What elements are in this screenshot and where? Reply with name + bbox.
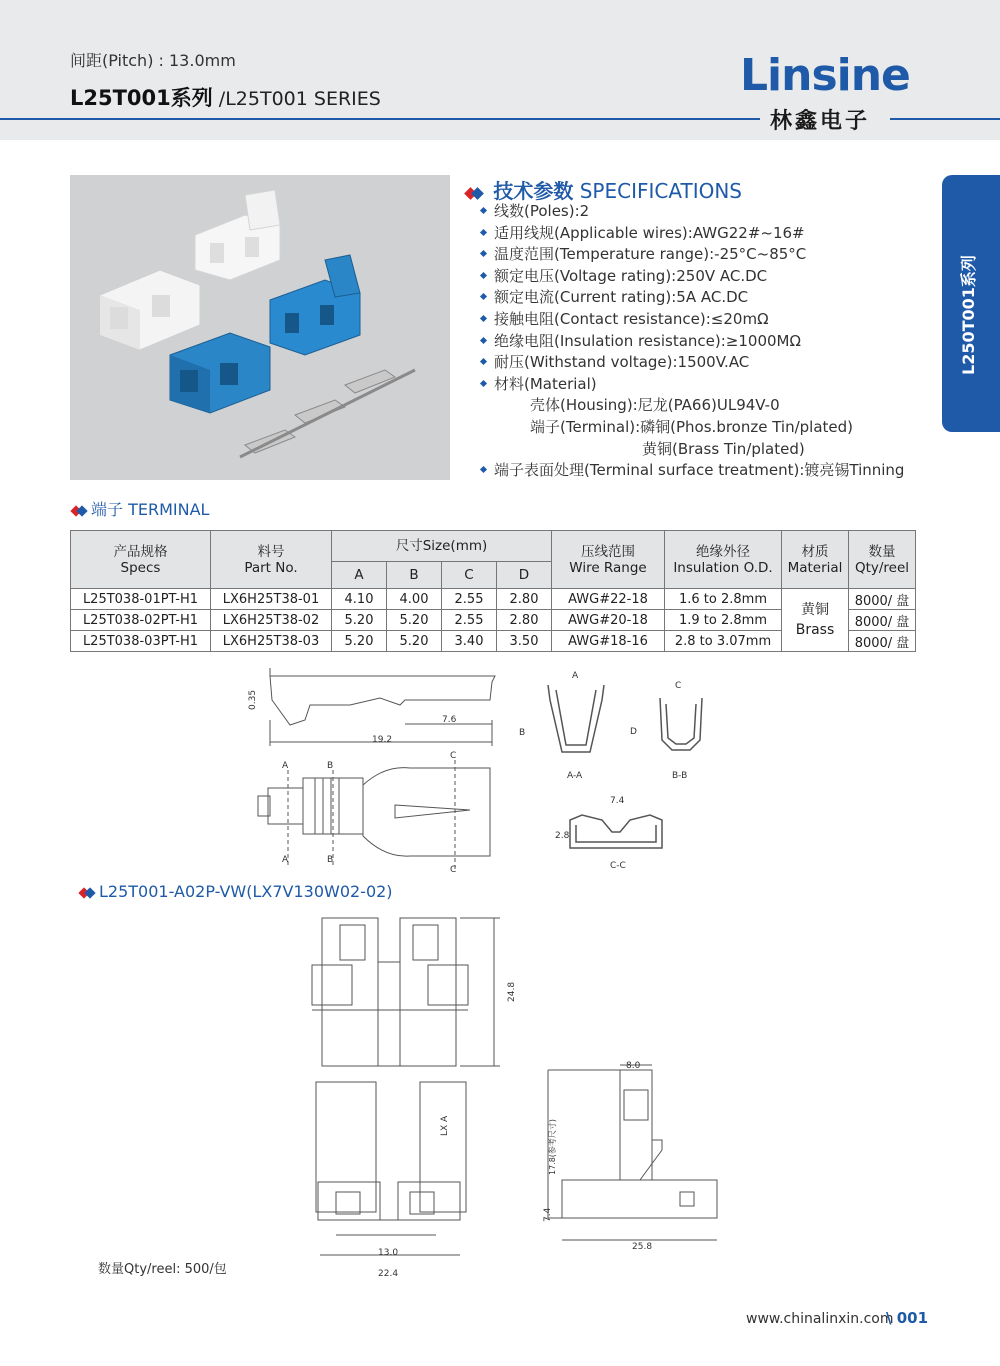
dim-76: 7.6 [442,715,457,725]
col-size-a: A [332,562,387,589]
bullet-icon [480,250,487,257]
bullet-icon [480,315,487,322]
label-aa: A-A [567,771,583,781]
col-insulation-od: 绝缘外径 Insulation O.D. [665,531,782,589]
label-a-top: A [282,761,289,771]
bullet-icon [480,337,487,344]
specifications-title-cn: 技术参数 [493,179,574,203]
page-number: \ 001 [886,1309,929,1327]
specifications-list [478,201,904,482]
dim-130: 13.0 [378,1248,399,1258]
spec-item: 材料(Material) [478,374,904,396]
label-b-top: B [327,761,334,771]
col-size-b: B [387,562,442,589]
label-a-bottom: A [282,855,289,865]
bullet-icon [480,229,487,236]
header-rule-left [0,118,760,120]
dim-80: 8.0 [626,1061,641,1071]
table-row: L25T038-02PT-H1 LX6H25T38-02 5.20 5.20 2.55 2.80 AWG#20-18 1.9 to 2.8mm 8000/ 盘 [71,610,916,631]
brand-logo-cn: 林鑫电子 [770,109,871,134]
dim-74: 7.4 [543,1207,553,1222]
col-material: 材质 Material [782,531,849,589]
label-d-section: D [630,727,637,737]
spec-item: 耐压(Withstand voltage):1500V.AC [478,352,904,374]
terminal-spec-table [70,530,916,652]
table-row: L25T038-01PT-H1 LX6H25T38-01 4.10 4.00 2.55 2.80 AWG#22-18 1.6 to 2.8mm 黄铜 Brass 8000/ 盘 [71,589,916,610]
label-c-top: C [450,751,457,761]
product-photo-illustration [70,175,450,480]
lx-mark: LX A [440,1115,450,1136]
label-b-bottom: B [327,855,334,865]
dim-224: 22.4 [378,1269,399,1279]
label-cc: C-C [610,861,626,871]
blue-connector-pair [170,255,360,413]
spec-item: 温度范围(Temperature range):-25°C~85°C [478,244,904,266]
spec-item: 端子表面处理(Terminal surface treatment):镀亮锡Tinning [478,460,904,482]
product-photo [70,175,450,480]
dim-035: 0.35 [248,689,258,710]
footer-url[interactable]: www.chinalinxin.com [746,1311,894,1327]
side-series-tab-label: L250T001系列 [959,255,978,375]
series-title-cn: L25T001系列 [70,86,213,110]
terminal-section-title: 端子 TERMINAL [72,497,209,520]
label-c-section: C [675,681,682,691]
material-cell: 黄铜 Brass [782,589,849,652]
spec-item: 线数(Poles):2 [478,201,904,223]
housing-section-title: L25T001-A02P-VW(LX7V130W02-02) [80,882,393,901]
housing-drawing [0,910,1000,1290]
spec-material-terminal-brass: 黄铜(Brass Tin/plated) [642,439,805,458]
section-bb [660,698,702,750]
housing-front-view [316,1082,466,1255]
section-cc [570,815,662,848]
label-c-bottom: C [450,865,457,875]
spec-material-housing: 壳体(Housing):尼龙(PA66)UL94V-0 [530,396,780,415]
side-series-tab [942,175,1000,432]
bullet-icon [480,293,487,300]
bullet-icon [480,380,487,387]
dim-248: 24.8 [507,981,517,1002]
dim-178: 17.8(参考尺寸) [548,1118,557,1175]
housing-top-view [312,918,500,1066]
table-row: L25T038-03PT-H1 LX6H25T38-03 5.20 5.20 3.40 3.50 AWG#18-16 2.8 to 3.07mm 8000/ 盘 [71,631,916,652]
col-qty: 数量 Qty/reel [849,531,916,589]
housing-qty: 数量Qty/reel: 500/包 [98,1262,227,1277]
brand-logo: Linsine [740,50,910,101]
terminal-drawing [0,660,1000,880]
col-part: 料号 Part No. [211,531,332,589]
col-specs: 产品规格 Specs [71,531,211,589]
section-aa [548,685,604,752]
label-a-section: A [572,671,579,681]
bullet-icon [480,358,487,365]
spec-item: 额定电流(Current rating):5A AC.DC [478,287,904,309]
specifications-title-en: SPECIFICATIONS [579,179,742,203]
col-size-c: C [442,562,497,589]
dim-28: 2.8 [555,831,570,841]
spec-item: 适用线规(Applicable wires):AWG22#~16# [478,223,904,245]
page-header [0,0,1000,140]
dim-74-cc: 7.4 [610,796,625,806]
spec-item: 接触电阻(Contact resistance):≤20mΩ [478,309,904,331]
series-title [70,82,381,112]
specifications-title [466,175,742,204]
bullet-icon [480,272,487,279]
col-size: 尺寸Size(mm) [332,531,552,562]
dim-192: 19.2 [372,735,393,745]
spec-item: 额定电压(Voltage rating):250V AC.DC [478,266,904,288]
bullet-icon [480,207,487,214]
housing-side-view [548,1065,717,1240]
label-b-section: B [519,728,526,738]
pitch-label: 间距(Pitch) : 13.0mm [70,51,236,70]
col-size-d: D [497,562,552,589]
white-connector-pair [100,190,280,350]
series-title-en: /L25T001 SERIES [212,88,381,110]
spec-material-terminal: 端子(Terminal):磷铜(Phos.bronze Tin/plated) [530,417,854,436]
dim-258: 25.8 [632,1242,653,1252]
bullet-icon [480,466,487,473]
label-bb: B-B [672,771,688,781]
col-wire-range: 压线范围 Wire Range [552,531,665,589]
spec-item: 绝缘电阻(Insulation resistance):≥1000MΩ [478,331,904,353]
terminal-top-view [258,760,490,870]
header-rule-right [890,118,1000,120]
